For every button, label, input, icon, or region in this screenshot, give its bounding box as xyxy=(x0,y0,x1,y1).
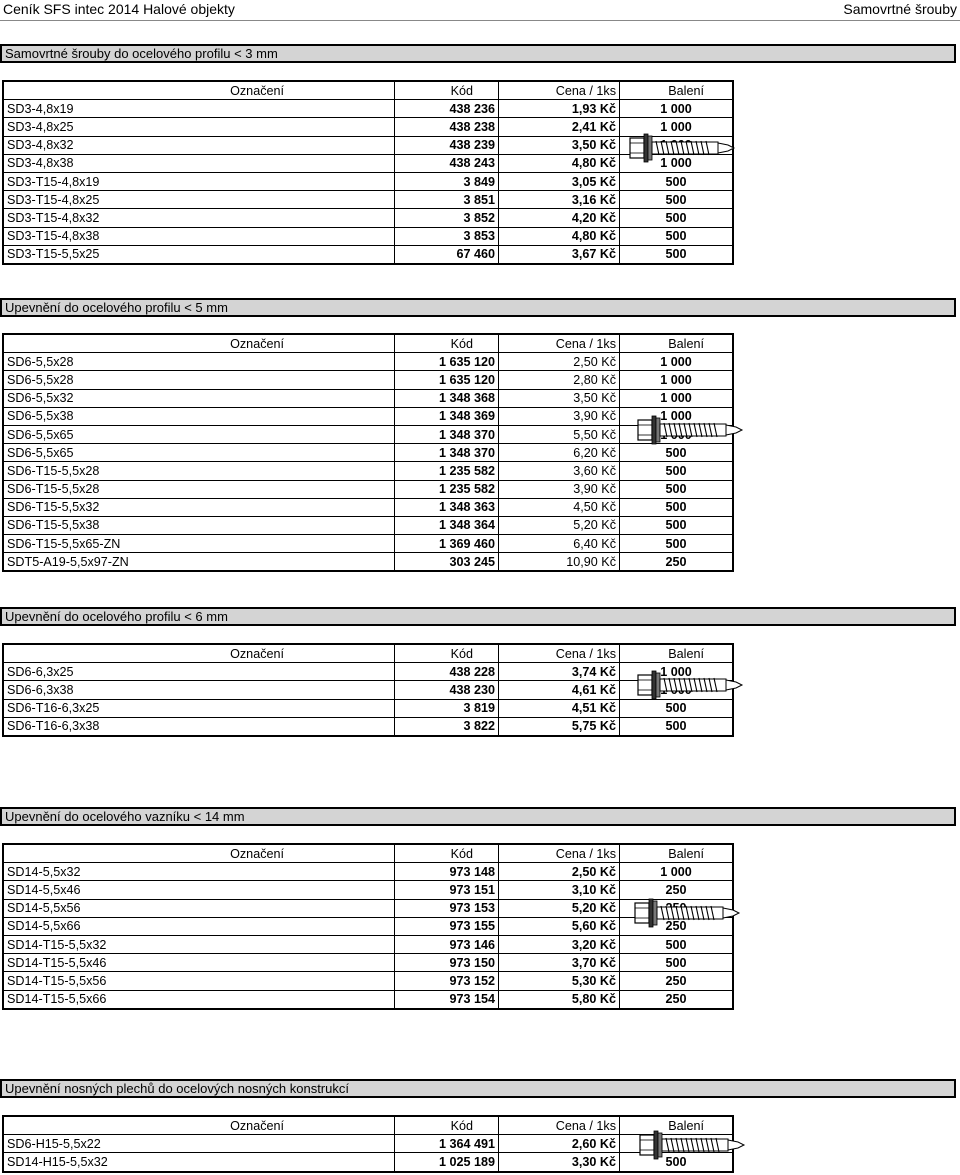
product-name: SD3-T15-4,8x19 xyxy=(3,172,395,190)
product-price: 5,80 Kč xyxy=(499,990,620,1009)
col-header-code: Kód xyxy=(395,644,499,663)
col-header-name: Označení xyxy=(3,1116,395,1135)
header-divider xyxy=(0,20,960,21)
product-price: 5,30 Kč xyxy=(499,972,620,990)
product-code: 1 348 363 xyxy=(395,498,499,516)
table-row xyxy=(3,863,733,881)
section-title: Upevnění do ocelového profilu < 5 mm xyxy=(0,298,956,317)
product-name: SD6-5,5x28 xyxy=(3,353,395,371)
table-row xyxy=(3,717,733,736)
product-price: 4,20 Kč xyxy=(499,209,620,227)
product-code: 438 243 xyxy=(395,154,499,172)
product-code: 438 238 xyxy=(395,118,499,136)
product-code: 438 228 xyxy=(395,663,499,681)
product-code: 1 369 460 xyxy=(395,535,499,553)
product-pack: 250 xyxy=(620,990,734,1009)
product-name: SD6-T15-5,5x32 xyxy=(3,498,395,516)
product-price: 5,60 Kč xyxy=(499,917,620,935)
product-name: SD3-T15-4,8x25 xyxy=(3,191,395,209)
product-price: 2,50 Kč xyxy=(499,863,620,881)
product-code: 1 364 491 xyxy=(395,1135,499,1153)
table-row xyxy=(3,425,733,443)
product-name: SD14-T15-5,5x66 xyxy=(3,990,395,1009)
table-row xyxy=(3,917,733,935)
col-header-code: Kód xyxy=(395,844,499,863)
product-pack: 500 xyxy=(620,954,734,972)
product-price: 2,80 Kč xyxy=(499,371,620,389)
screw-illustration xyxy=(633,893,743,938)
table-row xyxy=(3,191,733,209)
table-header-row xyxy=(3,1116,733,1135)
col-header-price: Cena / 1ks xyxy=(499,1116,620,1135)
col-header-name: Označení xyxy=(3,844,395,863)
product-name: SD6-T15-5,5x28 xyxy=(3,462,395,480)
product-price: 2,60 Kč xyxy=(499,1135,620,1153)
product-name: SDT5-A19-5,5x97-ZN xyxy=(3,553,395,572)
screw-icon xyxy=(636,410,746,450)
table-row xyxy=(3,389,733,407)
product-name: SD14-T15-5,5x56 xyxy=(3,972,395,990)
product-name: SD6-H15-5,5x22 xyxy=(3,1135,395,1153)
screw-illustration xyxy=(628,128,738,173)
category-title: Samovrtné šrouby xyxy=(843,1,957,17)
product-name: SD14-5,5x56 xyxy=(3,899,395,917)
product-pack: 1 000 xyxy=(620,353,734,371)
product-pack: 1 000 xyxy=(620,663,734,681)
product-code: 1 348 364 xyxy=(395,516,499,534)
product-pack: 500 xyxy=(620,245,734,264)
col-header-name: Označení xyxy=(3,334,395,353)
col-header-price: Cena / 1ks xyxy=(499,644,620,663)
product-code: 67 460 xyxy=(395,245,499,264)
product-code: 973 155 xyxy=(395,917,499,935)
product-code: 1 348 368 xyxy=(395,389,499,407)
product-pack: 1 000 xyxy=(620,100,734,118)
table-row xyxy=(3,100,733,118)
product-price: 5,50 Kč xyxy=(499,425,620,443)
table-row xyxy=(3,245,733,264)
product-price: 4,61 Kč xyxy=(499,681,620,699)
product-name: SD6-T15-5,5x38 xyxy=(3,516,395,534)
section-title: Upevnění do ocelového profilu < 6 mm xyxy=(0,607,956,626)
col-header-code: Kód xyxy=(395,1116,499,1135)
table-row xyxy=(3,699,733,717)
product-code: 3 819 xyxy=(395,699,499,717)
table-row xyxy=(3,227,733,245)
product-name: SD6-5,5x65 xyxy=(3,425,395,443)
product-pack: 250 xyxy=(620,972,734,990)
product-price: 3,10 Kč xyxy=(499,881,620,899)
table-row xyxy=(3,553,733,572)
col-header-pack: Balení xyxy=(620,644,734,663)
product-price: 4,80 Kč xyxy=(499,154,620,172)
product-price: 3,30 Kč xyxy=(499,1153,620,1172)
product-pack: 500 xyxy=(620,498,734,516)
product-price: 10,90 Kč xyxy=(499,553,620,572)
product-code: 1 348 369 xyxy=(395,407,499,425)
product-pack: 1 000 xyxy=(620,371,734,389)
col-header-code: Kód xyxy=(395,81,499,100)
product-name: SD3-4,8x38 xyxy=(3,154,395,172)
product-name: SD14-T15-5,5x32 xyxy=(3,935,395,953)
product-name: SD14-5,5x32 xyxy=(3,863,395,881)
product-code: 1 348 370 xyxy=(395,444,499,462)
product-name: SD6-T16-6,3x25 xyxy=(3,699,395,717)
table-row xyxy=(3,154,733,172)
product-price: 5,20 Kč xyxy=(499,899,620,917)
product-pack: 500 xyxy=(620,209,734,227)
table-row xyxy=(3,209,733,227)
price-table xyxy=(2,843,734,1010)
col-header-code: Kód xyxy=(395,334,499,353)
product-pack: 1 000 xyxy=(620,389,734,407)
product-code: 973 148 xyxy=(395,863,499,881)
product-name: SD3-4,8x32 xyxy=(3,136,395,154)
table-row xyxy=(3,881,733,899)
product-name: SD6-6,3x38 xyxy=(3,681,395,699)
product-pack: 500 xyxy=(620,935,734,953)
product-pack: 500 xyxy=(620,172,734,190)
table-row xyxy=(3,172,733,190)
product-pack: 500 xyxy=(620,516,734,534)
product-price: 3,90 Kč xyxy=(499,407,620,425)
table-row xyxy=(3,462,733,480)
product-name: SD14-T15-5,5x46 xyxy=(3,954,395,972)
product-pack: 250 xyxy=(620,917,734,935)
product-code: 3 853 xyxy=(395,227,499,245)
product-pack: 500 xyxy=(620,444,734,462)
catalog-title: Ceník SFS intec 2014 Halové objekty xyxy=(3,1,235,17)
col-header-name: Označení xyxy=(3,81,395,100)
product-price: 3,20 Kč xyxy=(499,935,620,953)
product-pack: 500 xyxy=(620,480,734,498)
product-code: 1 348 370 xyxy=(395,425,499,443)
table-row xyxy=(3,972,733,990)
table-row xyxy=(3,480,733,498)
table-row xyxy=(3,954,733,972)
product-code: 438 239 xyxy=(395,136,499,154)
page-header xyxy=(0,0,960,18)
product-price: 6,20 Kč xyxy=(499,444,620,462)
price-table xyxy=(2,333,734,572)
col-header-pack: Balení xyxy=(620,334,734,353)
product-code: 1 025 189 xyxy=(395,1153,499,1172)
product-pack: 1 000 xyxy=(620,407,734,425)
product-pack: 1 000 xyxy=(620,863,734,881)
product-code: 303 245 xyxy=(395,553,499,572)
table-row xyxy=(3,353,733,371)
product-name: SD3-4,8x25 xyxy=(3,118,395,136)
product-price: 6,40 Kč xyxy=(499,535,620,553)
screw-illustration xyxy=(636,410,746,455)
screw-icon xyxy=(636,665,746,705)
product-code: 1 235 582 xyxy=(395,480,499,498)
product-price: 5,20 Kč xyxy=(499,516,620,534)
product-price: 3,74 Kč xyxy=(499,663,620,681)
product-code: 1 635 120 xyxy=(395,371,499,389)
product-price: 3,50 Kč xyxy=(499,136,620,154)
product-code: 1 235 582 xyxy=(395,462,499,480)
table-row xyxy=(3,681,733,699)
product-price: 3,16 Kč xyxy=(499,191,620,209)
table-row xyxy=(3,1153,733,1172)
section-title: Upevnění do ocelového vazníku < 14 mm xyxy=(0,807,956,826)
product-pack: 500 xyxy=(620,699,734,717)
product-name: SD3-T15-5,5x25 xyxy=(3,245,395,264)
product-name: SD14-5,5x46 xyxy=(3,881,395,899)
product-code: 973 153 xyxy=(395,899,499,917)
table-row xyxy=(3,407,733,425)
product-price: 2,41 Kč xyxy=(499,118,620,136)
col-header-pack: Balení xyxy=(620,81,734,100)
table-header-row xyxy=(3,334,733,353)
screw-icon xyxy=(638,1125,748,1165)
screw-illustration xyxy=(636,665,746,710)
table-header-row xyxy=(3,644,733,663)
section-title: Upevnění nosných plechů do ocelových nosných konstrukcí xyxy=(0,1079,956,1098)
product-price: 3,05 Kč xyxy=(499,172,620,190)
price-table xyxy=(2,1115,734,1173)
product-price: 2,50 Kč xyxy=(499,353,620,371)
table-header-row xyxy=(3,81,733,100)
product-name: SD6-5,5x32 xyxy=(3,389,395,407)
section-title: Samovrtné šrouby do ocelového profilu < 3 mm xyxy=(0,44,956,63)
product-price: 3,90 Kč xyxy=(499,480,620,498)
product-pack: 500 xyxy=(620,1153,734,1172)
col-header-price: Cena / 1ks xyxy=(499,81,620,100)
product-name: SD3-4,8x19 xyxy=(3,100,395,118)
product-name: SD6-T15-5,5x28 xyxy=(3,480,395,498)
table-row xyxy=(3,663,733,681)
product-pack: 500 xyxy=(620,717,734,736)
product-code: 3 849 xyxy=(395,172,499,190)
table-row xyxy=(3,535,733,553)
table-row xyxy=(3,444,733,462)
product-code: 3 851 xyxy=(395,191,499,209)
product-name: SD3-T15-4,8x32 xyxy=(3,209,395,227)
table-row xyxy=(3,899,733,917)
product-pack: 500 xyxy=(620,191,734,209)
col-header-price: Cena / 1ks xyxy=(499,844,620,863)
table-row xyxy=(3,516,733,534)
product-pack: 250 xyxy=(620,881,734,899)
product-name: SD6-T16-6,3x38 xyxy=(3,717,395,736)
product-name: SD6-5,5x28 xyxy=(3,371,395,389)
table-row xyxy=(3,371,733,389)
table-row xyxy=(3,136,733,154)
product-price: 4,51 Kč xyxy=(499,699,620,717)
product-pack: 500 xyxy=(620,227,734,245)
product-code: 973 152 xyxy=(395,972,499,990)
product-pack: 500 xyxy=(620,535,734,553)
product-name: SD6-6,3x25 xyxy=(3,663,395,681)
col-header-pack: Balení xyxy=(620,1116,734,1135)
product-code: 973 154 xyxy=(395,990,499,1009)
product-price: 3,70 Kč xyxy=(499,954,620,972)
product-price: 5,75 Kč xyxy=(499,717,620,736)
screw-icon xyxy=(628,128,738,168)
product-name: SD6-T15-5,5x65-ZN xyxy=(3,535,395,553)
product-code: 3 852 xyxy=(395,209,499,227)
product-price: 3,50 Kč xyxy=(499,389,620,407)
price-table xyxy=(2,643,734,737)
screw-illustration xyxy=(638,1125,748,1170)
product-pack: 1 000 xyxy=(620,154,734,172)
col-header-price: Cena / 1ks xyxy=(499,334,620,353)
col-header-pack: Balení xyxy=(620,844,734,863)
product-code: 973 146 xyxy=(395,935,499,953)
price-table xyxy=(2,80,734,265)
product-code: 3 822 xyxy=(395,717,499,736)
product-pack: 250 xyxy=(620,553,734,572)
product-code: 438 230 xyxy=(395,681,499,699)
table-row xyxy=(3,935,733,953)
product-price: 3,60 Kč xyxy=(499,462,620,480)
screw-icon xyxy=(633,893,743,933)
table-row xyxy=(3,1135,733,1153)
product-name: SD6-5,5x38 xyxy=(3,407,395,425)
product-price: 4,80 Kč xyxy=(499,227,620,245)
product-price: 1,93 Kč xyxy=(499,100,620,118)
product-code: 438 236 xyxy=(395,100,499,118)
table-header-row xyxy=(3,844,733,863)
col-header-name: Označení xyxy=(3,644,395,663)
product-code: 1 635 120 xyxy=(395,353,499,371)
product-price: 4,50 Kč xyxy=(499,498,620,516)
product-name: SD14-5,5x66 xyxy=(3,917,395,935)
product-price: 3,67 Kč xyxy=(499,245,620,264)
product-pack: 500 xyxy=(620,462,734,480)
table-row xyxy=(3,118,733,136)
product-pack: 1 000 xyxy=(620,118,734,136)
table-row xyxy=(3,990,733,1009)
product-name: SD3-T15-4,8x38 xyxy=(3,227,395,245)
table-row xyxy=(3,498,733,516)
product-code: 973 151 xyxy=(395,881,499,899)
product-code: 973 150 xyxy=(395,954,499,972)
product-name: SD6-5,5x65 xyxy=(3,444,395,462)
product-name: SD14-H15-5,5x32 xyxy=(3,1153,395,1172)
